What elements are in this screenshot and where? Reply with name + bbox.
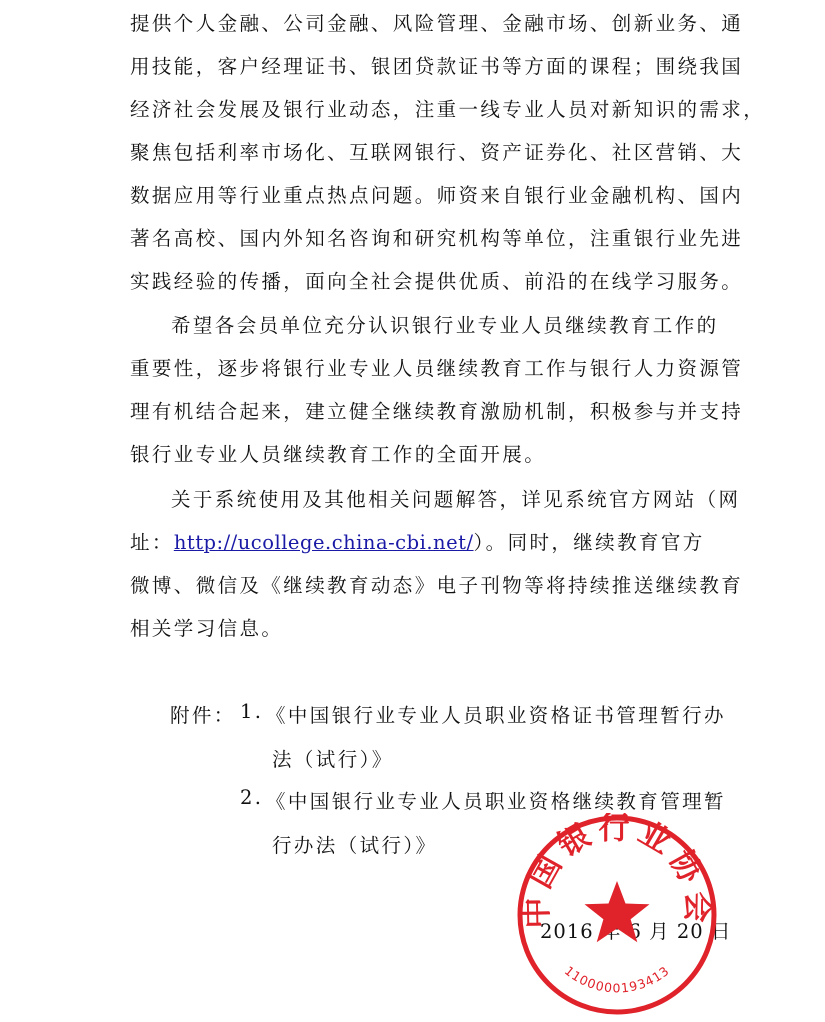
paragraph-line: 希望各会员单位充分认识银行业专业人员继续教育工作的 <box>171 314 719 337</box>
seal-graphic <box>515 813 719 1017</box>
official-seal <box>515 813 719 1017</box>
paragraph-line: 数据应用等行业重点热点问题。师资来自银行业金融机构、国内 <box>130 184 744 207</box>
paragraph-line: 重要性，逐步将银行业专业人员继续教育工作与银行人力资源管 <box>130 357 744 380</box>
url-prefix: 址： <box>130 531 174 554</box>
seal-code: 1100000193413 <box>561 962 673 996</box>
paragraph-line: 微博、微信及《继续教育动态》电子刊物等将持续推送继续教育 <box>130 574 744 597</box>
attachment-number: 1. <box>240 700 264 723</box>
paragraph-line: 银行业专业人员继续教育工作的全面开展。 <box>130 443 547 466</box>
issue-date: 2016 年 6 月 20 日 <box>540 920 732 943</box>
paragraph-line: 关于系统使用及其他相关问题解答，详见系统官方网站（网 <box>171 488 741 511</box>
attachment-title-line: 法（试行）》 <box>272 748 394 771</box>
star-icon <box>585 881 650 942</box>
paragraph-line: 提供个人金融、公司金融、风险管理、金融市场、创新业务、通 <box>130 12 744 35</box>
paragraph-line: 理有机结合起来，建立健全继续教育激励机制，积极参与并支持 <box>130 400 744 423</box>
url-suffix: ）。同时，继续教育官方 <box>473 531 705 554</box>
attachment-title-line: 行办法（试行）》 <box>272 834 438 857</box>
seal-org-name: 中国银行业协会 <box>518 813 716 929</box>
website-link[interactable]: http://ucollege.china-cbi.net/ <box>173 531 474 554</box>
attachment-title-line: 《中国银行业专业人员职业资格证书管理暂行办 <box>266 704 726 727</box>
paragraph-line: 经济社会发展及银行业动态，注重一线专业人员对新知识的需求， <box>130 98 766 121</box>
attachment-title-line: 《中国银行业专业人员职业资格继续教育管理暂 <box>266 790 726 813</box>
paragraph-line-with-link <box>130 527 705 555</box>
paragraph-line: 实践经验的传播，面向全社会提供优质、前沿的在线学习服务。 <box>130 270 744 293</box>
attachments-label: 附件： <box>170 704 236 727</box>
paragraph-line: 相关学习信息。 <box>130 617 284 640</box>
attachment-number: 2. <box>240 786 264 809</box>
paragraph-line: 用技能，客户经理证书、银团贷款证书等方面的课程；围绕我国 <box>130 55 744 78</box>
paragraph-line: 聚焦包括利率市场化、互联网银行、资产证券化、社区营销、大 <box>130 141 744 164</box>
paragraph-line: 著名高校、国内外知名咨询和研究机构等单位，注重银行业先进 <box>130 227 744 250</box>
